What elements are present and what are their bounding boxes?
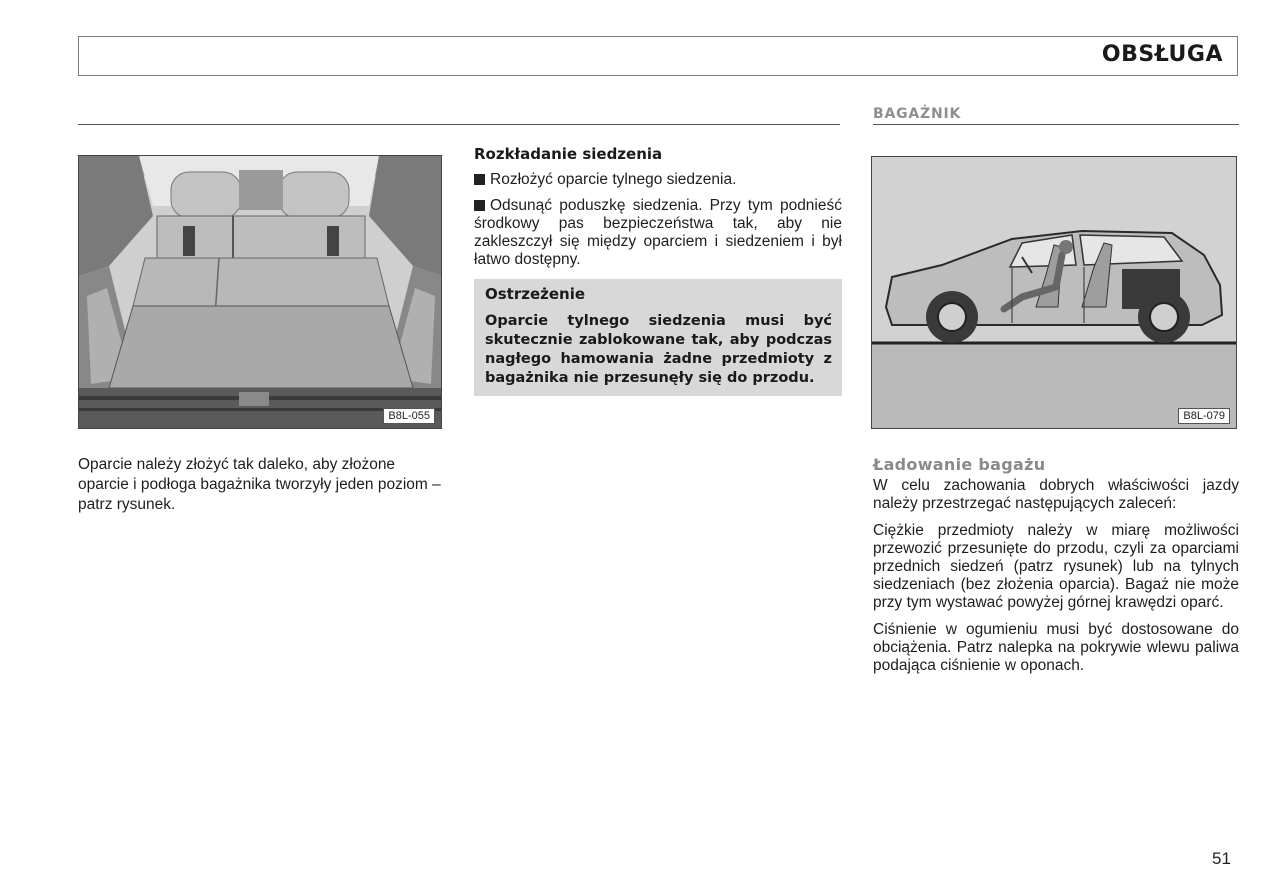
car-figure bbox=[871, 156, 1237, 429]
header-title: OBSŁUGA bbox=[1101, 42, 1223, 67]
paragraph: Ciężkie przedmioty należy w miarę możliwości przewozić przesunięte do przodu, czyli za oparciami przednich siedzeń (patrz rysunek) lub na tylnych siedzeniach (bez złożenia oparcia). Bagaż nie może przy tym wystawać powyżej górnej krawędzi oparć. bbox=[873, 522, 1239, 611]
bullet-square-icon bbox=[474, 200, 485, 211]
folding-heading: Rozkładanie siedzenia bbox=[474, 145, 663, 163]
section-title: BAGAŻNIK bbox=[873, 106, 962, 122]
rule-left bbox=[78, 124, 840, 125]
trunk-figure bbox=[78, 155, 442, 429]
warning-box bbox=[474, 279, 842, 396]
warning-title: Ostrzeżenie bbox=[485, 285, 586, 303]
rule-right bbox=[873, 124, 1239, 125]
folding-section bbox=[474, 145, 842, 396]
figure-label-trunk: B8L-055 bbox=[383, 408, 435, 424]
paragraph: W celu zachowania dobrych właściwości jazdy należy przestrzegać następujących zaleceń: bbox=[873, 477, 1239, 512]
bullet-square-icon bbox=[474, 174, 485, 185]
figure-label-car: B8L-079 bbox=[1178, 408, 1230, 424]
car-illustration bbox=[872, 157, 1237, 429]
bullet-item bbox=[474, 197, 842, 269]
bullet-item bbox=[474, 171, 842, 189]
page-number: 51 bbox=[1212, 849, 1231, 868]
caption-left: Oparcie należy złożyć tak daleko, aby złożone oparcie i podłoga bagażnika tworzyły jeden poziom – patrz rysunek. bbox=[78, 456, 441, 513]
warning-text: Oparcie tylnego siedzenia musi być skutecznie zablokowane tak, aby podczas nagłego hamowania żadne przedmioty z bagażnika nie przesunęły się do przodu. bbox=[485, 313, 832, 386]
bullet-text: Odsunąć poduszkę siedzenia. Przy tym podnieść środkowy pas bezpieczeństwa tak, aby nie zakleszczył się między oparciem i siedzeniem i był łatwo dostępny. bbox=[474, 197, 842, 268]
bullet-text: Rozłożyć oparcie tylnego siedzenia. bbox=[490, 171, 737, 188]
loading-heading: Ładowanie bagażu bbox=[873, 455, 1046, 474]
header-bar bbox=[78, 36, 1238, 76]
trunk-illustration bbox=[79, 156, 442, 429]
loading-section bbox=[873, 455, 1239, 684]
paragraph: Ciśnienie w ogumieniu musi być dostosowane do obciążenia. Patrz nalepka na pokrywie wlewu paliwa podająca ciśnienie w oponach. bbox=[873, 621, 1239, 674]
